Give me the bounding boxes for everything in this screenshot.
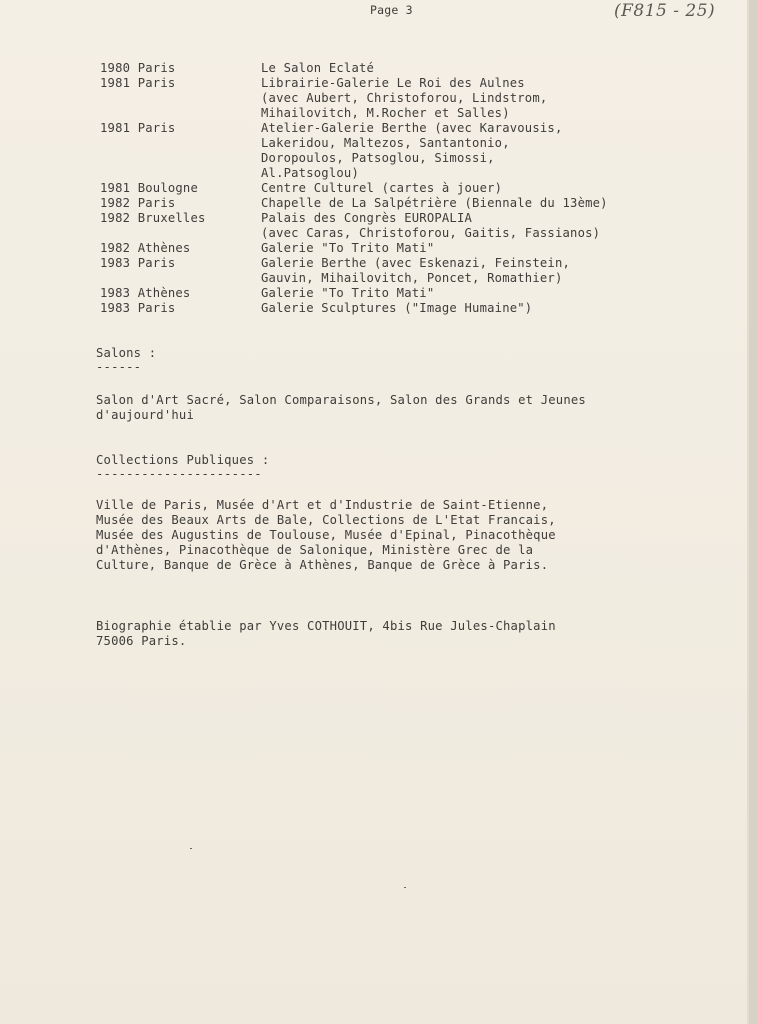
venue-line: Al.Patsoglou) xyxy=(261,166,359,180)
venue-line: Lakeridou, Maltezos, Santantonio, xyxy=(261,136,510,150)
venue-line: Galerie "To Trito Mati" xyxy=(261,241,435,255)
exhibition-year: 1983 xyxy=(100,286,131,300)
exhibition-year: 1982 xyxy=(100,196,131,210)
handwritten-reference-note: (F815 - 25) xyxy=(614,1,716,21)
collections-text-line: Musée des Beaux Arts de Bale, Collections de L'Etat Francais, xyxy=(96,513,556,527)
exhibition-year: 1982 xyxy=(100,211,131,225)
venue-line: Chapelle de La Salpétrière (Biennale du 13ème) xyxy=(261,196,608,210)
exhibition-row xyxy=(100,61,700,76)
collections-heading: Collections Publiques : xyxy=(96,453,270,467)
exhibition-row xyxy=(100,241,700,256)
collections-text xyxy=(96,498,556,573)
exhibition-year-city xyxy=(100,121,261,181)
collections-heading-underline: ---------------------- xyxy=(96,467,262,481)
paper-edge-shadow xyxy=(749,0,757,1024)
exhibition-venue xyxy=(261,196,700,211)
exhibition-venue xyxy=(261,211,700,241)
exhibition-year: 1982 xyxy=(100,241,131,255)
exhibition-row xyxy=(100,196,700,211)
exhibition-venue xyxy=(261,121,700,181)
venue-line: Mihailovitch, M.Rocher et Salles) xyxy=(261,106,510,120)
exhibition-venue xyxy=(261,256,700,286)
paper-speck xyxy=(190,848,192,849)
venue-line: Le Salon Eclaté xyxy=(261,61,375,75)
exhibition-row xyxy=(100,301,700,316)
collections-text-line: Culture, Banque de Grèce à Athènes, Banque de Grèce à Paris. xyxy=(96,558,549,572)
exhibition-row xyxy=(100,181,700,196)
exhibition-city: Boulogne xyxy=(137,181,199,195)
exhibition-venue xyxy=(261,61,700,76)
exhibition-city: Paris xyxy=(137,196,176,210)
salons-text xyxy=(96,393,586,423)
exhibition-row xyxy=(100,121,700,181)
exhibition-city: Paris xyxy=(137,301,176,315)
salons-heading: Salons : xyxy=(96,346,157,360)
exhibition-venue xyxy=(261,241,700,256)
venue-line: Galerie Sculptures ("Image Humaine") xyxy=(261,301,533,315)
venue-line: (avec Caras, Christoforou, Gaitis, Fassianos) xyxy=(261,226,601,240)
exhibition-year-city xyxy=(100,61,261,76)
exhibition-year-city xyxy=(100,301,261,316)
venue-line: Doropoulos, Patsoglou, Simossi, xyxy=(261,151,495,165)
paper-speck xyxy=(404,887,406,888)
salons-text-line: Salon d'Art Sacré, Salon Comparaisons, Salon des Grands et Jeunes xyxy=(96,393,586,407)
collections-text-line: Ville de Paris, Musée d'Art et d'Industrie de Saint-Etienne, xyxy=(96,498,549,512)
exhibition-year: 1980 xyxy=(100,61,131,75)
exhibition-city: Paris xyxy=(137,76,176,90)
exhibition-list xyxy=(100,61,700,316)
exhibition-year-city xyxy=(100,211,261,241)
venue-line: (avec Aubert, Christoforou, Lindstrom, xyxy=(261,91,548,105)
venue-line: Gauvin, Mihailovitch, Poncet, Romathier) xyxy=(261,271,563,285)
venue-line: Palais des Congrès EUROPALIA xyxy=(261,211,473,225)
exhibition-venue xyxy=(261,301,700,316)
exhibition-row xyxy=(100,256,700,286)
exhibition-row xyxy=(100,76,700,121)
venue-line: Galerie Berthe (avec Eskenazi, Feinstein, xyxy=(261,256,571,270)
exhibition-year-city xyxy=(100,76,261,121)
biography-text-line: 75006 Paris. xyxy=(96,634,187,648)
exhibition-year-city xyxy=(100,241,261,256)
exhibition-year-city xyxy=(100,286,261,301)
venue-line: Centre Culturel (cartes à jouer) xyxy=(261,181,503,195)
collections-text-line: d'Athènes, Pinacothèque de Salonique, Ministère Grec de la xyxy=(96,543,534,557)
exhibition-year: 1983 xyxy=(100,301,131,315)
exhibition-year: 1981 xyxy=(100,121,131,135)
exhibition-city: Paris xyxy=(137,256,176,270)
exhibition-city: Paris xyxy=(137,121,176,135)
biography-text xyxy=(96,619,556,649)
exhibition-venue xyxy=(261,286,700,301)
collections-text-line: Musée des Augustins de Toulouse, Musée d'Epinal, Pinacothèque xyxy=(96,528,556,542)
exhibition-city: Bruxelles xyxy=(137,211,206,225)
exhibition-city: Paris xyxy=(137,61,176,75)
salons-heading-underline: ------ xyxy=(96,360,142,374)
exhibition-city: Athènes xyxy=(137,241,191,255)
exhibition-year: 1981 xyxy=(100,76,131,90)
exhibition-year-city xyxy=(100,196,261,211)
exhibition-city: Athènes xyxy=(137,286,191,300)
page-number: Page 3 xyxy=(370,3,413,17)
exhibition-year-city xyxy=(100,256,261,286)
exhibition-venue xyxy=(261,181,700,196)
exhibition-row xyxy=(100,211,700,241)
venue-line: Galerie "To Trito Mati" xyxy=(261,286,435,300)
biography-text-line: Biographie établie par Yves COTHOUIT, 4bis Rue Jules-Chaplain xyxy=(96,619,556,633)
exhibition-year: 1981 xyxy=(100,181,131,195)
exhibition-year-city xyxy=(100,181,261,196)
venue-line: Librairie-Galerie Le Roi des Aulnes xyxy=(261,76,525,90)
salons-text-line: d'aujourd'hui xyxy=(96,408,194,422)
exhibition-row xyxy=(100,286,700,301)
venue-line: Atelier-Galerie Berthe (avec Karavousis, xyxy=(261,121,563,135)
exhibition-year: 1983 xyxy=(100,256,131,270)
exhibition-venue xyxy=(261,76,700,121)
